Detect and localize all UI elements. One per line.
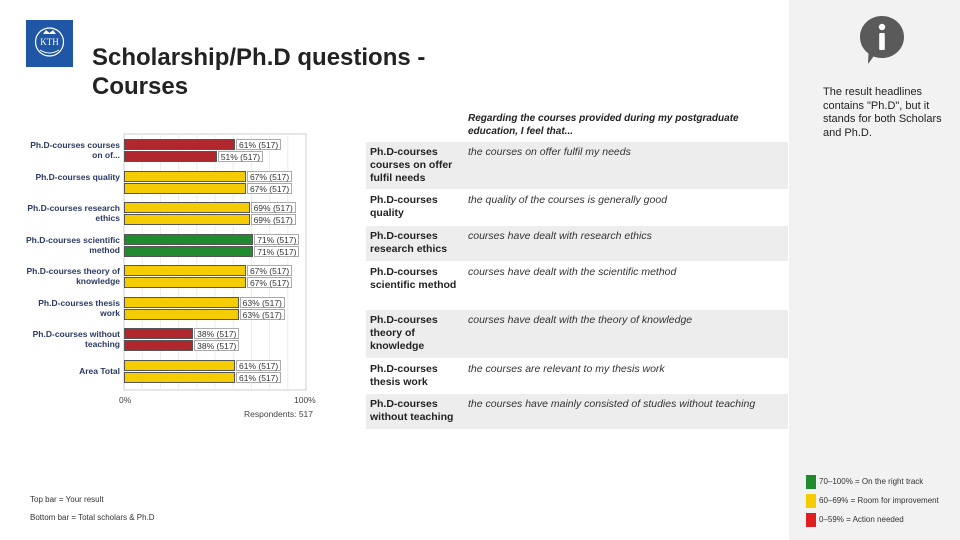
row-title: Ph.D-courses without teaching — [370, 398, 454, 423]
bar — [124, 246, 253, 257]
page-title: Scholarship/Ph.D questions - Courses — [92, 44, 426, 100]
row-title: Ph.D-courses theory of knowledge — [370, 314, 438, 352]
kth-logo — [26, 20, 73, 67]
bar — [124, 214, 250, 225]
bar — [124, 234, 253, 245]
bar-value-label: 38% (517) — [194, 340, 239, 351]
legend-swatch — [806, 513, 816, 527]
bar-value-label: 63% (517) — [240, 297, 285, 308]
table-row — [366, 359, 788, 393]
legend-swatch — [806, 475, 816, 489]
category-label: Area Total — [79, 365, 120, 376]
row-description: courses have dealt with the theory of knowledge — [468, 314, 693, 326]
category-label: Ph.D-courses research ethics — [27, 203, 120, 223]
bar-value-label: 67% (517) — [247, 171, 292, 182]
category-label: Ph.D-courses thesis work — [38, 297, 120, 318]
row-description: the courses have mainly consisted of studies without teaching — [468, 398, 756, 410]
table-row — [366, 142, 788, 189]
bar — [124, 372, 235, 383]
side-note: The result headlines contains "Ph.D", but it stands for both Scholars and Ph.D. — [823, 86, 942, 139]
bar-value-label: 61% (517) — [236, 360, 281, 371]
bar-value-label: 69% (517) — [251, 214, 296, 225]
x-tick-label: 100% — [294, 395, 316, 405]
category-label: Ph.D-courses courses on of... — [30, 140, 120, 160]
row-title: Ph.D-courses research ethics — [370, 230, 448, 255]
legend-text: 70–100% = On the right track — [819, 477, 924, 486]
bar-value-label: 61% (517) — [236, 372, 281, 383]
row-title: Ph.D-courses scientific method — [370, 266, 457, 291]
table-row — [366, 226, 788, 261]
row-title: Ph.D-courses quality — [370, 194, 438, 219]
table-header: Regarding the courses provided during my postgraduate education, I feel that... — [468, 113, 739, 137]
bar — [124, 183, 246, 194]
category-label: Ph.D-courses theory of knowledge — [26, 266, 120, 286]
row-description: the courses on offer fulfil my needs — [468, 146, 631, 158]
bar-value-label: 63% (517) — [240, 309, 285, 320]
category-label: Ph.D-courses without teaching — [32, 329, 120, 349]
row-description: courses have dealt with research ethics — [468, 230, 652, 242]
table-row — [366, 394, 788, 429]
category-label: Ph.D-courses scientific method — [25, 234, 120, 255]
category-label: Ph.D-courses quality — [35, 171, 120, 182]
bar — [124, 277, 246, 288]
bar-value-label: 67% (517) — [247, 183, 292, 194]
bar-chart — [26, 132, 326, 422]
logo-text: KTH — [40, 37, 59, 47]
bar-value-label: 69% (517) — [251, 202, 296, 213]
bar — [124, 360, 235, 371]
bar — [124, 328, 193, 339]
x-tick-label: 0% — [119, 395, 132, 405]
row-title: Ph.D-courses thesis work — [370, 363, 438, 388]
legend-text: 60–69% = Room for improvement — [819, 496, 939, 505]
legend-text: 0–59% = Action needed — [819, 515, 904, 524]
row-description: the quality of the courses is generally good — [468, 194, 668, 206]
side-panel — [789, 0, 960, 540]
bar-value-label: 67% (517) — [247, 277, 292, 288]
table-row — [366, 190, 788, 225]
info-icon — [858, 14, 906, 66]
kth-logo-icon — [26, 20, 73, 67]
footnote-top-bar: Top bar = Your result — [30, 495, 104, 504]
bar — [124, 297, 239, 308]
bar — [124, 151, 217, 162]
row-title: Ph.D-courses courses on offer fulfil needs — [370, 146, 453, 184]
row-description: courses have dealt with the scientific method — [468, 266, 677, 278]
table-row — [366, 262, 788, 309]
bar-value-label: 67% (517) — [247, 265, 292, 276]
bar-value-label: 71% (517) — [254, 234, 299, 245]
bar — [124, 265, 246, 276]
table-row — [366, 310, 788, 358]
bar — [124, 309, 239, 320]
bar — [124, 171, 246, 182]
bar-value-label: 61% (517) — [236, 139, 281, 150]
bar — [124, 139, 235, 150]
bar-value-label: 71% (517) — [254, 246, 299, 257]
row-description: the courses are relevant to my thesis work — [468, 363, 665, 375]
bar — [124, 202, 250, 213]
bar-value-label: 51% (517) — [218, 151, 263, 162]
bar — [124, 340, 193, 351]
respondents-count: Respondents: 517 — [244, 409, 313, 419]
footnote-bottom-bar: Bottom bar = Total scholars & Ph.D — [30, 513, 155, 522]
bar-value-label: 38% (517) — [194, 328, 239, 339]
legend-swatch — [806, 494, 816, 508]
